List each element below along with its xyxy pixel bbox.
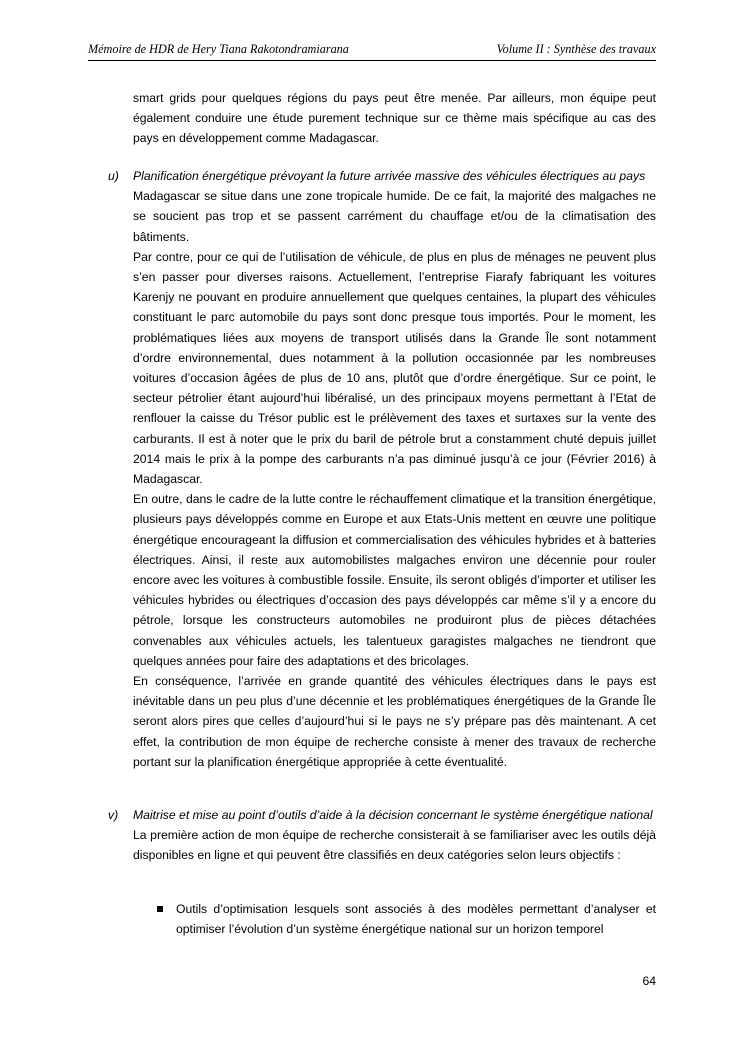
section-title: Planification énergétique prévoyant la future arrivée massive des véhicules électriques au pays (133, 169, 646, 183)
section-paragraph: En conséquence, l’arrivée en grande quantité des véhicules électriques dans le pays est inévitable dans un peu plus d’une décennie et les problématiques énergétiques de la Grande Île seront alors pires que celles d’aujourd’hui si le pays ne s’y prépare pas dès maintenant. A cet effet, la contribution de mon équipe de recherche consiste à mener des travaux de recherche portant sur la planification énergétique appropriée à cette éventualité. (133, 674, 656, 769)
section-marker: v) (108, 808, 119, 822)
page-number: 64 (642, 974, 656, 988)
square-bullet-icon (157, 906, 163, 912)
bullet-text: Outils d’optimisation lesquels sont associés à des modèles permettant d’analyser et optimiser l’évolution d’un système énergétique national sur un horizon temporel (176, 902, 656, 937)
section-marker: u) (108, 169, 119, 183)
intro-paragraph: smart grids pour quelques régions du pays peut être menée. Par ailleurs, mon équipe peut également conduire une étude purement technique sur ce thème mais spécifique au cas des pays en développement comme Madagascar. (133, 91, 656, 146)
running-header (88, 42, 656, 62)
intro-block (133, 88, 656, 149)
section-title: Maitrise et mise au point d’outils d’aide à la décision concernant le système énergétique national (133, 808, 653, 822)
section-v (108, 805, 656, 866)
header-rule (88, 60, 656, 61)
section-paragraph: La première action de mon équipe de recherche consisterait à se familiariser avec les outils déjà disponibles en ligne et qui peuvent être classifiés en deux catégories selon leurs objectifs : (133, 828, 656, 863)
section-paragraph: Madagascar se situe dans une zone tropicale humide. De ce fait, la majorité des malgaches ne se soucient pas trop et se passent carrément du chauffage et/ou de la climatisation des bâtiments. (133, 189, 656, 244)
section-paragraph: En outre, dans le cadre de la lutte contre le réchauffement climatique et la transition énergétique, plusieurs pays développés comme en Europe et aux Etats-Unis mettent en œuvre une politique énergétique encourageant la diffusion et commercialisation des véhicules hybrides et à batteries électriques. Ainsi, il reste aux automobilistes malgaches environ une décennie pour rouler encore avec les voitures à combustible fossile. Ensuite, ils seront obligés d’importer et utiliser les véhicules hybrides ou électriques d’occasion des pays développés car même s’il y a encore du pétrole, lorsque les constructeurs automobiles ne produiront plus de pièces détachées convenables aux véhicules actuels, les talentueux garagistes malgaches ne tiendront que quelques années pour faire des adaptations et des bricolages. (133, 492, 656, 668)
header-volume: Volume II : Synthèse des travaux (496, 42, 656, 56)
header-author: Mémoire de HDR de Hery Tiana Rakotondramiarana (88, 42, 349, 56)
section-paragraph: Par contre, pour ce qui de l’utilisation de véhicule, de plus en plus de ménages ne peuvent plus s’en passer pour diverses raisons. Actuellement, l’entreprise Fiarafy fabriquant les voitures Karenjy ne pouvant en produire annuellement que quelques centaines, la plupart des véhicules constituant le parc automobile du pays sont donc presque tous importés. Pour le moment, les problématiques liées aux moyens de transport utilisés dans la Grande Île sont notamment d’ordre environnemental, dues notamment à la pollution occasionnée par les nombreuses voitures d’occasion âgées de plus de 10 ans, plutôt que d’ordre énergétique. Sur ce point, le secteur pétrolier étant aujourd’hui libéralisé, un des principaux moyens permettant à l’Etat de renflouer la caisse du Trésor public est le prélèvement des taxes et surtaxes sur la vente des carburants. Il est à noter que le prix du baril de pétrole brut a constamment chuté depuis juillet 2014 mais le prix à la pompe des carburants n’a pas diminué jusqu’à ce jour (Février 2016) à Madagascar. (133, 249, 656, 487)
section-u (108, 166, 656, 772)
bullet-item (176, 899, 656, 939)
